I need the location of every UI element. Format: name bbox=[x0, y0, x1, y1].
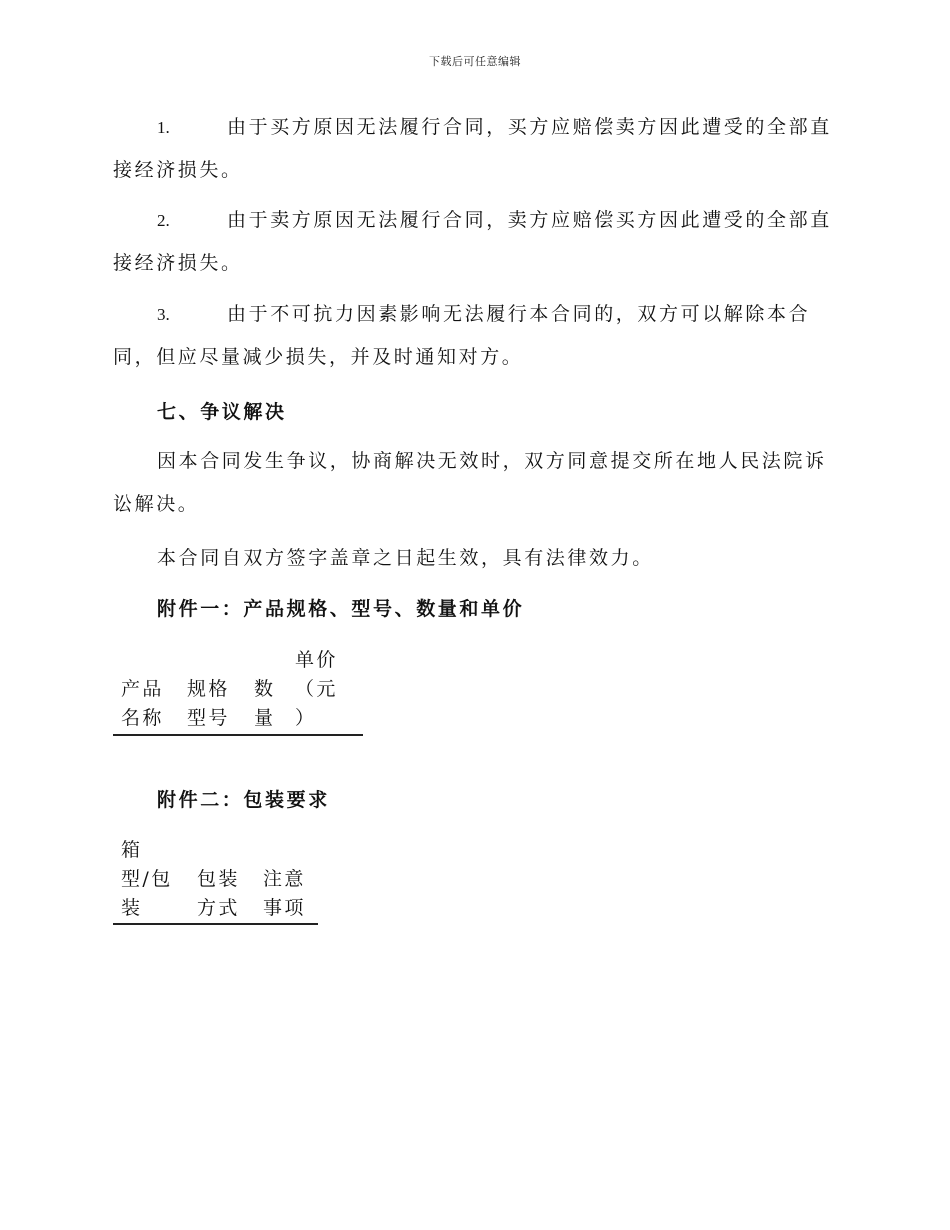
table-header-spec-model: 规格 型号 bbox=[187, 678, 230, 729]
effective-clause: 本合同自双方签字盖章之日起生效，具有法律效力。 bbox=[157, 547, 654, 569]
clause-text-line1: 由于卖方原因无法履行合同，卖方应赔偿买方因此遭受的全部直 bbox=[227, 209, 832, 231]
dispute-line2: 讼解决。 bbox=[113, 493, 200, 515]
clause-2 bbox=[113, 199, 833, 285]
table-header-product-name: 产品 名称 bbox=[121, 678, 164, 729]
page-header: 下载后可任意编辑 bbox=[429, 55, 521, 68]
table-header-notes: 注意 事项 bbox=[263, 868, 306, 919]
clause-text-line2: 同，但应尽量减少损失，并及时通知对方。 bbox=[113, 346, 524, 368]
attachment-2-title: 附件二：包装要求 bbox=[157, 789, 330, 811]
clause-number: 2. bbox=[157, 211, 170, 230]
section-heading-dispute: 七、争议解决 bbox=[157, 401, 287, 423]
clause-3 bbox=[113, 293, 833, 379]
dispute-paragraph bbox=[113, 440, 833, 526]
clause-number: 1. bbox=[157, 118, 170, 137]
clause-text-line2: 接经济损失。 bbox=[113, 252, 243, 274]
dispute-line1: 因本合同发生争议，协商解决无效时，双方同意提交所在地人民法院诉 bbox=[157, 450, 827, 472]
table-header-packing-method: 包装 方式 bbox=[197, 868, 240, 919]
clause-text-line1: 由于买方原因无法履行合同，买方应赔偿卖方因此遭受的全部直 bbox=[227, 116, 832, 138]
attachment-1-table bbox=[113, 646, 363, 736]
table-header-unit-price: 单价 （元 ） bbox=[295, 649, 338, 729]
clause-text-line1: 由于不可抗力因素影响无法履行本合同的，双方可以解除本合 bbox=[227, 303, 811, 325]
attachment-2-table bbox=[113, 836, 318, 925]
table-header-box-type: 箱 型/包 装 bbox=[121, 839, 173, 919]
clause-number: 3. bbox=[157, 305, 170, 324]
attachment-1-title: 附件一：产品规格、型号、数量和单价 bbox=[157, 598, 525, 620]
clause-1 bbox=[113, 106, 833, 192]
table-header-quantity: 数 量 bbox=[254, 678, 276, 729]
clause-text-line2: 接经济损失。 bbox=[113, 159, 243, 181]
